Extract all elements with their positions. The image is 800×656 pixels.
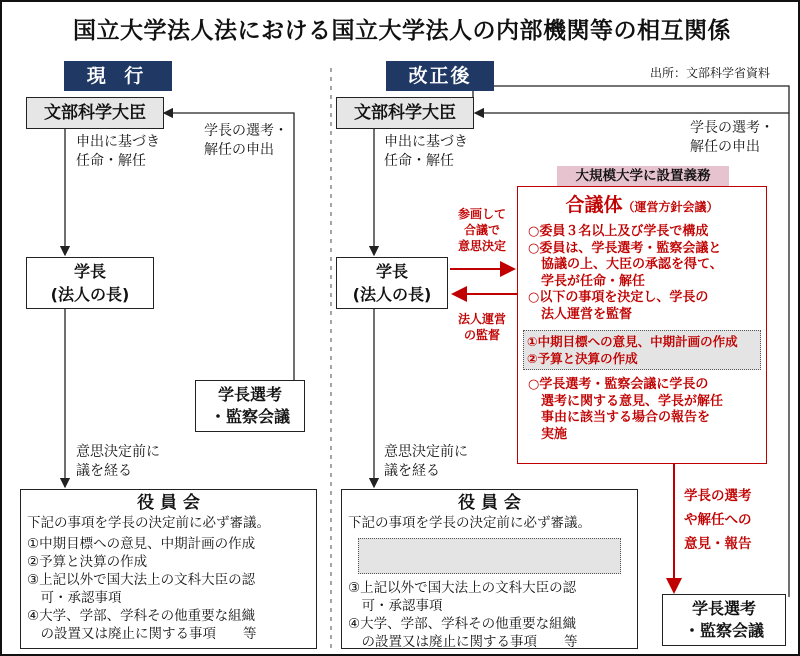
list-item: ③上記以外で国大法上の文科大臣の認 [348,580,577,596]
current-board-list [27,535,310,643]
page-title: 国立大学法人法における国立大学法人の内部機関等の相互関係 [73,18,731,44]
revised-badge: 改正後 [386,61,494,91]
current-board-title: 役 員 会 [137,493,200,513]
list-item: ○委員は、学長選考・監察会議と 協議の上、大臣の承認を得て、 学長が任命・解任 [528,240,723,289]
revised-board-title: 役 員 会 [458,493,521,513]
list-item: ①中期目標への意見、中期計画の作成 [27,536,256,552]
current-board-box [20,489,317,649]
list-item: ○委員３名以上及び学長で構成 [528,224,709,239]
council-box [517,186,767,464]
list-item: 可・承認事項 [348,598,443,614]
revised-ministry-box: 文部科学大臣 [336,97,474,129]
revised-selection-council-box: 学長選考 ・監察会議 [662,594,786,646]
list-item: ②予算と決算の作成 [27,554,148,570]
council-subtitle: （運営方針会議） [622,200,719,214]
current-president-box: 学長 (法人の長) [26,257,154,309]
revised-board-list [348,579,631,651]
revised-decision-label: 意思決定前に 議を経る [384,444,468,479]
current-decision-label: 意思決定前に 議を経る [76,444,160,479]
revised-board-box [341,489,638,649]
revised-board-subtitle: 下記の事項を学長の決定前に必ず審議。 [348,515,591,531]
council-last-item: ○学長選考・監察会議に学長の 選考に関する意見、学長が解任 事由に該当する場合の報告を 実施 [528,377,724,442]
list-item: の設置又は廃止に関する事項 等 [348,634,578,650]
list-item: ①中期目標への意見、中期計画の作成 [527,334,738,349]
supervise-label: 法人運営 の監督 [457,312,506,342]
list-item: ④大学、学部、学科その他重要な組織 [27,608,256,624]
current-board-subtitle: 下記の事項を学長の決定前に必ず審議。 [27,515,270,531]
council-subitems-box [523,330,761,370]
list-item: の設置又は廃止に関する事項 等 [27,626,257,642]
revised-appoint-label: 申出に基づき 任命・解任 [384,134,468,169]
council-heading [528,193,756,219]
obligation-label: 大規模大学に設置義務 [557,166,729,187]
current-appoint-label: 申出に基づき 任命・解任 [76,134,160,169]
participate-label: 参画して 合議で 意思決定 [457,207,506,253]
current-ministry-box: 文部科学大臣 [26,97,164,129]
list-item: 可・承認事項 [27,590,122,606]
list-item: ③上記以外で国大法上の文科大臣の認 [27,572,256,588]
council-list [528,224,756,323]
list-item: ④大学、学部、学科その他重要な組織 [348,616,577,632]
current-badge: 現 行 [64,61,172,91]
opinion-label: 学長の選考 や解任への 意見・報告 [684,488,752,552]
list-item: ②予算と決算の作成 [527,351,638,366]
removed-items-placeholder [358,538,621,574]
current-proposal-label: 学長の選考・ 解任の申出 [204,123,288,158]
revised-president-box: 学長 (法人の長) [336,257,448,309]
current-selection-council-box: 学長選考 ・監察会議 [195,380,305,432]
council-title: 合議体 [565,194,623,216]
source-note: 出所：文部科学省資料 [649,66,770,80]
revised-proposal-label: 学長の選考・ 解任の申出 [690,120,774,155]
list-item: ○以下の事項を決定し、学長の 法人運営を監督 [528,290,709,322]
